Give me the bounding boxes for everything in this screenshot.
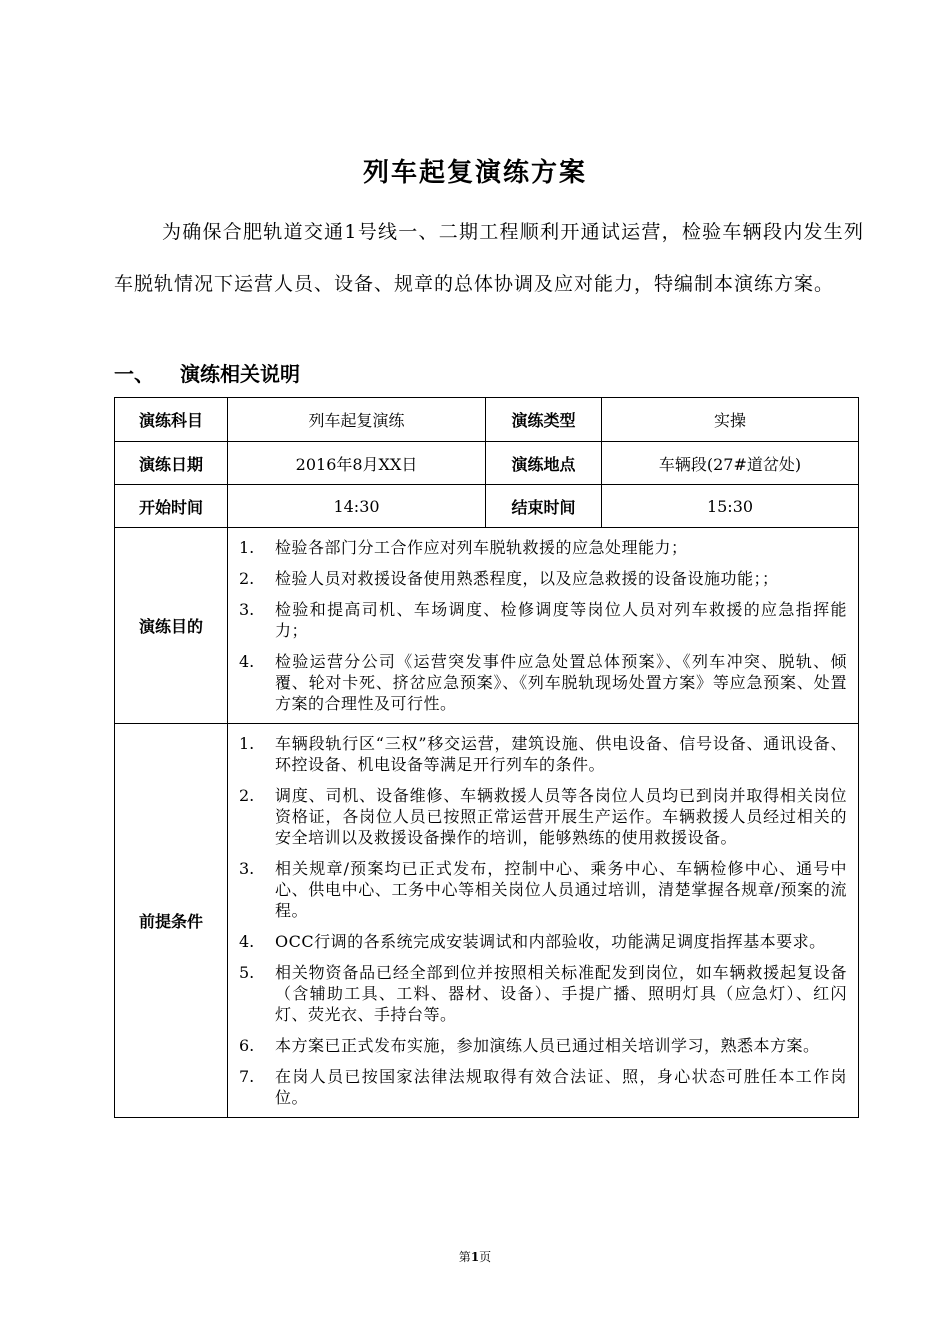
purpose-label: 演练目的 [115,528,228,724]
table-row [115,398,859,442]
table-row [115,442,859,485]
list-item [237,599,847,641]
table-row [115,528,859,724]
section-heading [114,358,300,387]
list-item [237,785,847,848]
location-label: 演练地点 [486,442,602,485]
list-item [237,858,847,921]
end-time-value: 15:30 [602,485,859,528]
item-text: 车辆段轨行区“三权”移交运营，建筑设施、供电设备、信号设备、通讯设备、环控设备、机电设备等满足开行列车的条件。 [275,734,847,774]
list-item [237,962,847,1025]
item-number: 2. [239,569,255,588]
date-label: 演练日期 [115,442,228,485]
list-item [237,1066,847,1108]
item-number: 2. [239,786,255,805]
subject-label: 演练科目 [115,398,228,442]
footer-prefix: 第 [458,1250,471,1264]
precondition-label: 前提条件 [115,724,228,1118]
type-value: 实操 [602,398,859,442]
table-row [115,724,859,1118]
list-item [237,1035,847,1056]
location-value: 车辆段(27#道岔处) [602,442,859,485]
section-title: 演练相关说明 [180,362,300,386]
subject-value: 列车起复演练 [228,398,486,442]
date-value: 2016年8月XX日 [228,442,486,485]
list-item [237,733,847,775]
item-text: OCC行调的各系统完成安装调试和内部验收，功能满足调度指挥基本要求。 [275,932,826,951]
item-number: 3. [239,859,255,878]
item-text: 检验各部门分工合作应对列车脱轨救援的应急处理能力； [275,538,688,557]
precondition-list [229,725,857,1116]
list-item [237,651,847,714]
document-title: 列车起复演练方案 [362,158,587,188]
purpose-list [229,529,857,722]
item-text: 本方案已正式发布实施，参加演练人员已通过相关培训学习，熟悉本方案。 [275,1036,820,1055]
item-text: 相关规章/预案均已正式发布，控制中心、乘务中心、车辆检修中心、通号中心、供电中心、工务中心等相关岗位人员通过培训，清楚掌握各规章/预案的流程。 [275,859,847,920]
footer-suffix: 页 [479,1250,492,1264]
item-text: 相关物资备品已经全部到位并按照相关标准配发到岗位，如车辆救援起复设备（含辅助工具、工料、器材、设备）、手提广播、照明灯具（应急灯）、红闪灯、荧光衣、手持台等。 [275,963,847,1024]
page-footer [0,1248,950,1265]
list-item [237,931,847,952]
list-item [237,568,847,589]
start-time-value: 14:30 [228,485,486,528]
item-text: 检验和提高司机、车场调度、检修调度等岗位人员对列车救援的应急指挥能力； [275,600,847,640]
purpose-cell [228,528,859,724]
table-row [115,485,859,528]
item-number: 3. [239,600,255,619]
item-number: 5. [239,963,255,982]
section-number: 一、 [114,362,154,386]
list-item [237,537,847,558]
item-text: 在岗人员已按国家法律法规取得有效合法证、照，身心状态可胜任本工作岗位。 [275,1067,847,1107]
item-number: 1. [239,734,255,753]
item-text: 调度、司机、设备维修、车辆救援人员等各岗位人员均已到岗并取得相关岗位资格证，各岗位人员已按照正常运营开展生产运作。车辆救援人员经过相关的安全培训以及救援设备操作的培训，能够熟练的使用救援设备。 [275,786,847,847]
item-number: 1. [239,538,255,557]
precondition-cell [228,724,859,1118]
drill-info-table [114,397,859,1118]
item-number: 4. [239,652,255,671]
item-number: 6. [239,1036,255,1055]
item-text: 检验人员对救援设备使用熟悉程度，以及应急救援的设备设施功能；； [275,569,779,588]
item-number: 7. [239,1067,255,1086]
start-time-label: 开始时间 [115,485,228,528]
page-number: 1 [470,1250,480,1264]
end-time-label: 结束时间 [486,485,602,528]
type-label: 演练类型 [486,398,602,442]
item-text: 检验运营分公司《运营突发事件应急处置总体预案》、《列车冲突、脱轨、倾覆、轮对卡死、挤岔应急预案》、《列车脱轨现场处置方案》等应急预案、处置方案的合理性及可行性。 [275,652,847,713]
item-number: 4. [239,932,255,951]
intro-paragraph: 为确保合肥轨道交通1号线一、二期工程顺利开通试运营，检验车辆段内发生列车脱轨情况下运营人员、设备、规章的总体协调及应对能力，特编制本演练方案。 [114,221,864,295]
